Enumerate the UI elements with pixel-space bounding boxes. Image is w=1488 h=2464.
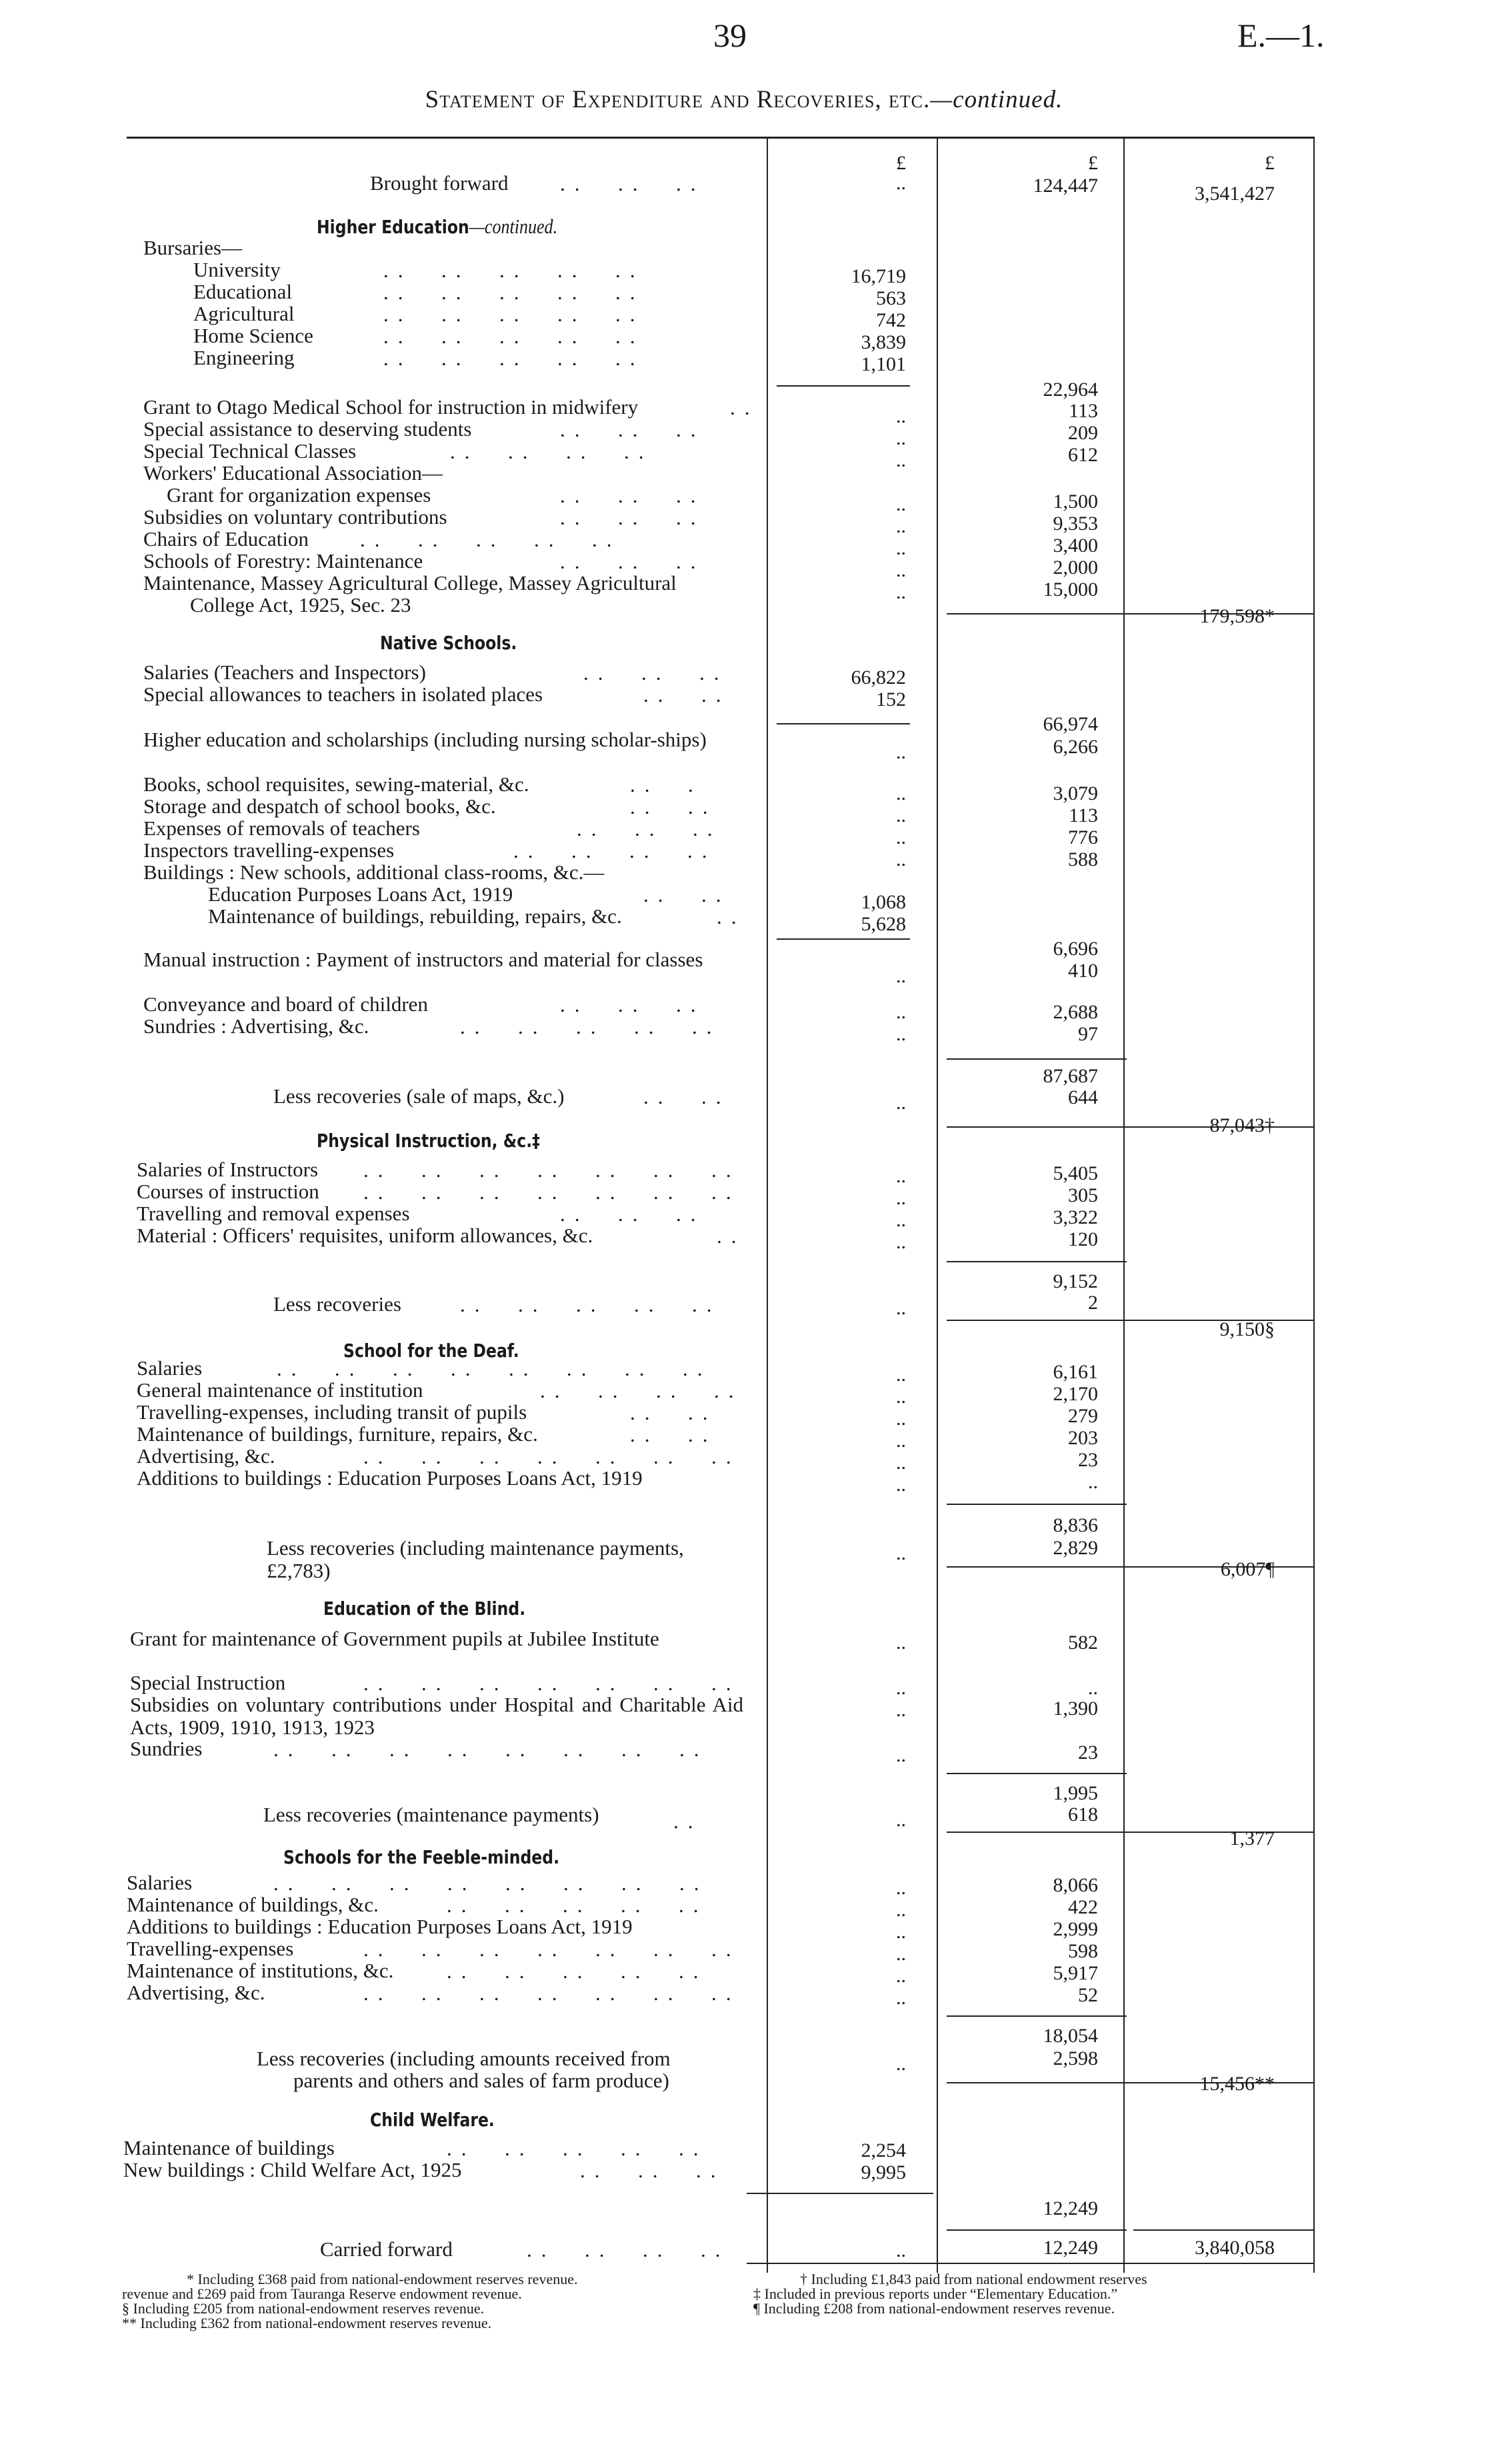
bottom-rule [747, 2263, 1313, 2264]
leader-dots: .. .. .. .. .. [383, 325, 645, 348]
bursaries-label: Bursaries— [143, 236, 243, 259]
leader-dots: .. .. .. .. .. [447, 1893, 708, 1917]
item-c1: 2,254 [861, 2139, 906, 2161]
item-c2: 410 [1068, 960, 1098, 982]
bursary-label: Agricultural [193, 302, 295, 325]
column-divider-3 [1123, 137, 1125, 2273]
leader-dots: .. .. .. .. .. .. .. [363, 1981, 741, 2005]
item-c2: 422 [1068, 1896, 1098, 1918]
item-c1: .. [896, 427, 906, 449]
item-c1: .. [896, 1209, 906, 1231]
item-c2: 1,390 [1053, 1698, 1098, 1720]
item-c2: 3,079 [1053, 782, 1098, 804]
section-heading-physical: Physical Instruction, &c.‡ [317, 1130, 540, 1152]
leader-dots: .. .. [630, 795, 717, 818]
bursary-label: University [193, 258, 281, 281]
item-label: Special Instruction [130, 1671, 286, 1694]
item-c1: .. [896, 1231, 906, 1253]
leader-dots: .. .. .. .. [527, 2238, 730, 2261]
item-label: College Act, 1925, Sec. 23 [190, 593, 411, 616]
less-c2: 2 [1088, 1292, 1098, 1314]
item-label: Sundries : Advertising, &c. [143, 1014, 369, 1038]
item-label: Storage and despatch of school books, &c. [143, 794, 496, 818]
item-label: Chairs of Education [143, 527, 309, 551]
less-c1: .. [896, 1809, 906, 1831]
less-c2: 2,598 [1053, 2047, 1098, 2069]
bursary-value: 1,101 [861, 353, 906, 375]
item-label: Maintenance, Massey Agricultural College, Massey Agricultural [143, 571, 677, 595]
bursary-label: Engineering [193, 346, 295, 369]
item-label: Conveyance and board of children [143, 992, 428, 1016]
item-c2: 2,999 [1053, 1918, 1098, 1940]
brought-forward-label: Brought forward [370, 171, 509, 195]
less-c2: 644 [1068, 1086, 1098, 1108]
subtotal-rule [1133, 2229, 1313, 2231]
section-heading-child-welfare: Child Welfare. [370, 2109, 495, 2131]
item-c1: .. [896, 1921, 906, 1943]
item-c1: .. [896, 1364, 906, 1386]
item-c1: .. [896, 493, 906, 515]
item-label: Special assistance to deserving students [143, 417, 472, 441]
footnote: * Including £368 paid from national-endowment reserves revenue. [187, 2271, 578, 2287]
item-label: Manual instruction : Payment of instructors and material for classes [143, 948, 703, 971]
leader-dots: .. .. .. [560, 484, 705, 507]
item-label: Grant for organization expenses [167, 483, 431, 507]
item-c1: .. [896, 848, 906, 870]
item-label: Books, school requisites, sewing-material, &c. [143, 772, 529, 796]
item-c2: 588 [1068, 848, 1098, 870]
item-c2: 9,353 [1053, 513, 1098, 535]
currency-col2: £ [1088, 152, 1098, 174]
higher-education-total: 179,598* [1199, 605, 1275, 627]
item-label: Advertising, &c. [127, 1981, 265, 2004]
item-c2: 113 [1069, 400, 1098, 422]
buildings-total: 6,696 [1053, 938, 1098, 960]
leader-dots: .. .. .. .. .. [447, 2137, 708, 2160]
leader-dots: .. .. .. [560, 993, 705, 1016]
leader-dots: .. .. .. .. .. .. .. .. [273, 1738, 709, 1761]
column-divider-1 [767, 137, 768, 2273]
leader-dots: .. .. .. [580, 2159, 725, 2182]
page-title [0, 85, 1488, 114]
top-rule [127, 137, 1313, 139]
bursary-label: Educational [193, 280, 293, 303]
leader-dots: .. .. [643, 1085, 731, 1108]
item-c1: .. [896, 1943, 906, 1965]
item-c1: .. [896, 1965, 906, 1987]
subtotal-rule [947, 1504, 1127, 1505]
item-c1: .. [896, 1699, 906, 1721]
item-c2: 203 [1068, 1427, 1098, 1449]
leader-dots: .. .. .. [583, 661, 729, 684]
item-c1: .. [896, 826, 906, 848]
subtotal-rule [947, 1261, 1127, 1262]
footnote: † Including £1,843 paid from national endowment reserves [800, 2271, 1147, 2287]
item-label: Additions to buildings : Education Purposes Loans Act, 1919 [127, 1915, 633, 1938]
item-c1: .. [896, 1899, 906, 1921]
item-c1: 9,995 [861, 2161, 906, 2183]
less-c1: .. [896, 2053, 906, 2075]
title-continued: —continued. [930, 86, 1063, 113]
leader-dots: .. [717, 905, 746, 928]
carried-forward-c3: 3,840,058 [1195, 2237, 1275, 2259]
subtotal-rule [947, 1773, 1127, 1774]
item-c1: .. [896, 1001, 906, 1023]
page-number: 39 [713, 17, 747, 54]
item-label: Grant for maintenance of Government pupils at Jubilee Institute [130, 1627, 659, 1650]
less-c2: 2,829 [1053, 1537, 1098, 1559]
item-label: Education Purposes Loans Act, 1919 [208, 882, 513, 906]
item-c2: 209 [1068, 422, 1098, 444]
blind-gross: 1,995 [1053, 1782, 1098, 1804]
brought-forward-c2: 124,447 [1033, 175, 1098, 197]
item-c1: .. [896, 1386, 906, 1408]
leader-dots: .. .. [630, 1423, 717, 1446]
item-c2: 5,917 [1053, 1962, 1098, 1984]
leader-dots: .. .. .. .. .. [360, 528, 621, 551]
item-c2: 3,322 [1053, 1206, 1098, 1228]
less-recoveries-line2: parents and others and sales of farm produce) [293, 2069, 669, 2092]
physical-gross: 9,152 [1053, 1270, 1098, 1292]
item-c2: .. [1088, 1471, 1098, 1493]
item-label: Salaries [137, 1356, 203, 1380]
item-c2: 8,066 [1053, 1874, 1098, 1896]
buildings-label: Buildings : New schools, additional class-rooms, &c.— [143, 860, 605, 884]
item-c2: 6,161 [1053, 1361, 1098, 1383]
less-c2: 618 [1068, 1804, 1098, 1826]
item-c2: 23 [1078, 1742, 1098, 1764]
leader-dots: .. .. .. .. [513, 839, 717, 862]
physical-total: 9,150§ [1219, 1318, 1275, 1340]
footnote: § Including £205 from national-endowment reserves revenue. [122, 2300, 485, 2317]
child-welfare-total: 12,249 [1043, 2197, 1098, 2219]
leader-dots: .. .. .. .. .. [383, 281, 645, 304]
less-c1: .. [896, 1092, 906, 1114]
document-code: E.—1. [1237, 17, 1325, 54]
feeble-gross: 18,054 [1043, 2025, 1098, 2047]
item-c1: .. [896, 1430, 906, 1452]
section-heading-native-schools: Native Schools. [380, 632, 517, 654]
feeble-total: 15,456** [1199, 2073, 1275, 2095]
leader-dots: .. .. .. .. .. [383, 259, 645, 282]
item-label: Material : Officers' requisites, uniform allowances, &c. [137, 1224, 593, 1247]
item-label: Maintenance of institutions, &c. [127, 1959, 394, 1982]
item-c2: 2,688 [1053, 1001, 1098, 1023]
item-label: New buildings : Child Welfare Act, 1925 [123, 2158, 462, 2181]
item-label: Travelling-expenses [127, 1937, 294, 1960]
item-label: Maintenance of buildings, &c. [127, 1893, 379, 1916]
item-c1: .. [896, 1632, 906, 1654]
currency-col3: £ [1265, 152, 1275, 174]
item-label: Maintenance of buildings, rebuilding, repairs, &c. [208, 904, 622, 928]
item-label: Inspectors travelling-expenses [143, 838, 395, 862]
leader-dots: .. .. .. [560, 418, 705, 441]
item-c2: 1,500 [1053, 491, 1098, 513]
column-divider-4 [1313, 137, 1315, 2273]
item-c2: 120 [1068, 1228, 1098, 1250]
item-c1: .. [896, 1187, 906, 1209]
leader-dots: .. [717, 1224, 746, 1248]
item-label: Maintenance of buildings, furniture, repairs, &c. [137, 1422, 538, 1446]
item-label: Higher education and scholarships (including nursing scholar-ships) [143, 728, 707, 751]
item-c1: .. [896, 1165, 906, 1187]
item-c2: 279 [1068, 1405, 1098, 1427]
item-label: Maintenance of buildings [123, 2136, 335, 2159]
heading-text: Higher Education [317, 216, 469, 238]
item-label: Special Technical Classes [143, 439, 357, 463]
leader-dots: .. .. .. .. [450, 440, 653, 463]
item-label: Advertising, &c. [137, 1444, 275, 1468]
footnote: ¶ Including £208 from national-endowment reserves revenue. [753, 2300, 1115, 2317]
item-c1: .. [896, 782, 906, 804]
item-c2: 612 [1068, 444, 1098, 466]
item-c1: .. [896, 1023, 906, 1045]
item-c1: .. [896, 804, 906, 826]
bursary-value: 3,839 [861, 331, 906, 353]
item-c1: .. [896, 1474, 906, 1496]
currency-col1: £ [896, 152, 906, 174]
less-recoveries-label: Less recoveries (maintenance payments) [263, 1803, 599, 1826]
bursary-value: 563 [876, 287, 906, 309]
less-recoveries-label: Less recoveries [273, 1292, 401, 1316]
item-label: Courses of instruction [137, 1180, 319, 1203]
section-heading-blind: Education of the Blind. [323, 1598, 526, 1620]
bursary-label: Home Science [193, 324, 313, 347]
leader-dots: .. .. .. [560, 1202, 705, 1226]
item-label: Schools of Forestry: Maintenance [143, 549, 423, 573]
item-c1: .. [896, 1408, 906, 1430]
item-c2: 5,405 [1053, 1162, 1098, 1184]
native-subtotal: 66,974 [1043, 713, 1098, 735]
subtotal-rule [777, 938, 910, 940]
section-heading-feeble-minded: Schools for the Feeble-minded. [283, 1846, 560, 1868]
less-recoveries-label: Less recoveries (including maintenance payments, £2,783) [267, 1536, 684, 1582]
section-heading-higher-education [317, 215, 557, 239]
item-c2: 582 [1068, 1632, 1098, 1654]
item-c1: .. [896, 741, 906, 763]
leader-dots: .. [730, 396, 759, 419]
leader-dots: .. .. .. [577, 817, 722, 840]
leader-dots: .. .. .. .. .. .. .. [363, 1180, 741, 1204]
less-c1: .. [896, 1542, 906, 1564]
subtotal-rule [747, 2193, 933, 2194]
leader-dots: .. .. .. .. .. .. .. [363, 1937, 741, 1961]
item-c2: 776 [1068, 826, 1098, 848]
leader-dots: .. .. .. .. .. .. .. .. [273, 1871, 709, 1895]
bursaries-total: 22,964 [1043, 379, 1098, 401]
item-c1: 66,822 [851, 666, 906, 688]
subtotal-rule [947, 1058, 1127, 1060]
item-c1: .. [896, 1987, 906, 2009]
leader-dots: .. [673, 1810, 703, 1833]
item-label: Salaries [127, 1871, 193, 1894]
column-divider-2 [937, 137, 938, 2273]
bursary-value: 16,719 [851, 265, 906, 287]
carried-forward-label: Carried forward [320, 2237, 453, 2261]
subtotal-rule [947, 2229, 1127, 2231]
item-c2: .. [1088, 1677, 1098, 1699]
item-label: Salaries of Instructors [137, 1158, 319, 1181]
item-label: Subsidies on voluntary contributions under Hospital and Charitable Aid Acts, 1909, 1910, 1913, 1923 [130, 1693, 743, 1739]
item-c2: 52 [1078, 1984, 1098, 2006]
blind-total: 1,377 [1229, 1828, 1275, 1849]
leader-dots: .. .. .. .. .. [383, 347, 645, 370]
less-recoveries-line1: Less recoveries (including amounts received from [257, 2047, 671, 2070]
carried-forward-c2: 12,249 [1043, 2237, 1098, 2259]
footnote: revenue and £269 paid from Tauranga Reserve endowment revenue. [122, 2285, 522, 2302]
item-c2: 97 [1078, 1023, 1098, 1045]
item-c1: 1,068 [861, 891, 906, 913]
brought-forward-c3: 3,541,427 [1195, 183, 1275, 205]
leader-dots: .. . [630, 773, 703, 796]
leader-dots: .. .. .. [560, 506, 705, 529]
item-c2: 2,000 [1053, 557, 1098, 579]
item-c1: .. [896, 449, 906, 471]
item-c2: 2,170 [1053, 1383, 1098, 1405]
item-c2: 305 [1068, 1184, 1098, 1206]
item-c2: 15,000 [1043, 579, 1098, 601]
item-label: Subsidies on voluntary contributions [143, 505, 447, 529]
leader-dots: .. .. .. .. .. .. .. [363, 1445, 741, 1468]
leader-dots: .. .. .. .. .. [447, 1959, 708, 1983]
bursary-value: 742 [876, 309, 906, 331]
heading-continued: —continued. [469, 215, 558, 238]
item-label: Salaries (Teachers and Inspectors) [143, 660, 426, 684]
item-c2: 3,400 [1053, 535, 1098, 557]
item-c1: .. [896, 537, 906, 559]
item-c1: .. [896, 1677, 906, 1699]
leader-dots: .. .. .. .. [540, 1379, 743, 1402]
item-c1: .. [896, 1452, 906, 1474]
item-c2: 598 [1068, 1940, 1098, 1962]
native-total: 87,043† [1209, 1114, 1275, 1136]
leader-dots: .. .. .. [560, 172, 705, 195]
item-c1: .. [896, 405, 906, 427]
item-label: Expenses of removals of teachers [143, 816, 420, 840]
item-label: Sundries [130, 1737, 203, 1760]
leader-dots: .. .. .. .. .. [383, 303, 645, 326]
item-c1: 5,628 [861, 913, 906, 935]
leader-dots: .. .. .. [560, 550, 705, 573]
carried-forward-c1: .. [896, 2239, 906, 2261]
item-c2: 113 [1069, 804, 1098, 826]
item-c1: .. [896, 515, 906, 537]
leader-dots: .. .. [643, 883, 731, 906]
subtotal-rule [777, 723, 910, 724]
item-c1: .. [896, 965, 906, 987]
item-c1: .. [896, 581, 906, 603]
item-label: Travelling and removal expenses [137, 1202, 410, 1225]
item-c2: 6,266 [1053, 736, 1098, 758]
item-c2: 23 [1078, 1449, 1098, 1471]
leader-dots: .. .. .. .. .. .. .. [363, 1158, 741, 1182]
leader-dots: .. .. .. .. .. [460, 1293, 721, 1316]
leader-dots: .. .. .. .. .. .. .. [363, 1672, 741, 1695]
item-label: General maintenance of institution [137, 1378, 423, 1402]
brought-forward-c1: .. [896, 172, 906, 194]
section-heading-deaf: School for the Deaf. [343, 1340, 519, 1362]
deaf-total: 6,007¶ [1220, 1558, 1275, 1580]
subtotal-rule [947, 2015, 1127, 2017]
item-label: Workers' Educational Association— [143, 461, 443, 485]
leader-dots: .. .. .. .. .. .. .. .. [277, 1357, 712, 1380]
item-label: Special allowances to teachers in isolated places [143, 682, 543, 706]
item-c1: .. [896, 1744, 906, 1766]
deaf-gross: 8,836 [1053, 1514, 1098, 1536]
less-recoveries-label: Less recoveries (sale of maps, &c.) [273, 1084, 565, 1108]
item-label: Grant to Otago Medical School for instruction in midwifery [143, 395, 639, 419]
item-label: Travelling-expenses, including transit of pupils [137, 1400, 527, 1424]
native-gross: 87,687 [1043, 1065, 1098, 1087]
item-c1: .. [896, 1877, 906, 1899]
leader-dots: .. .. [643, 683, 731, 706]
less-c1: .. [896, 1297, 906, 1319]
title-main: Statement of Expenditure and Recoveries, etc. [425, 86, 931, 113]
item-c1: 152 [876, 688, 906, 710]
item-c1: .. [896, 559, 906, 581]
item-label: Additions to buildings : Education Purposes Loans Act, 1919 [137, 1466, 643, 1490]
subtotal-rule [777, 385, 910, 387]
leader-dots: .. .. .. .. .. [460, 1015, 721, 1038]
footnote: ‡ Included in previous reports under “Elementary Education.” [753, 2285, 1118, 2302]
footnote: ** Including £362 from national-endowment reserves revenue. [122, 2315, 492, 2331]
leader-dots: .. .. [630, 1401, 717, 1424]
